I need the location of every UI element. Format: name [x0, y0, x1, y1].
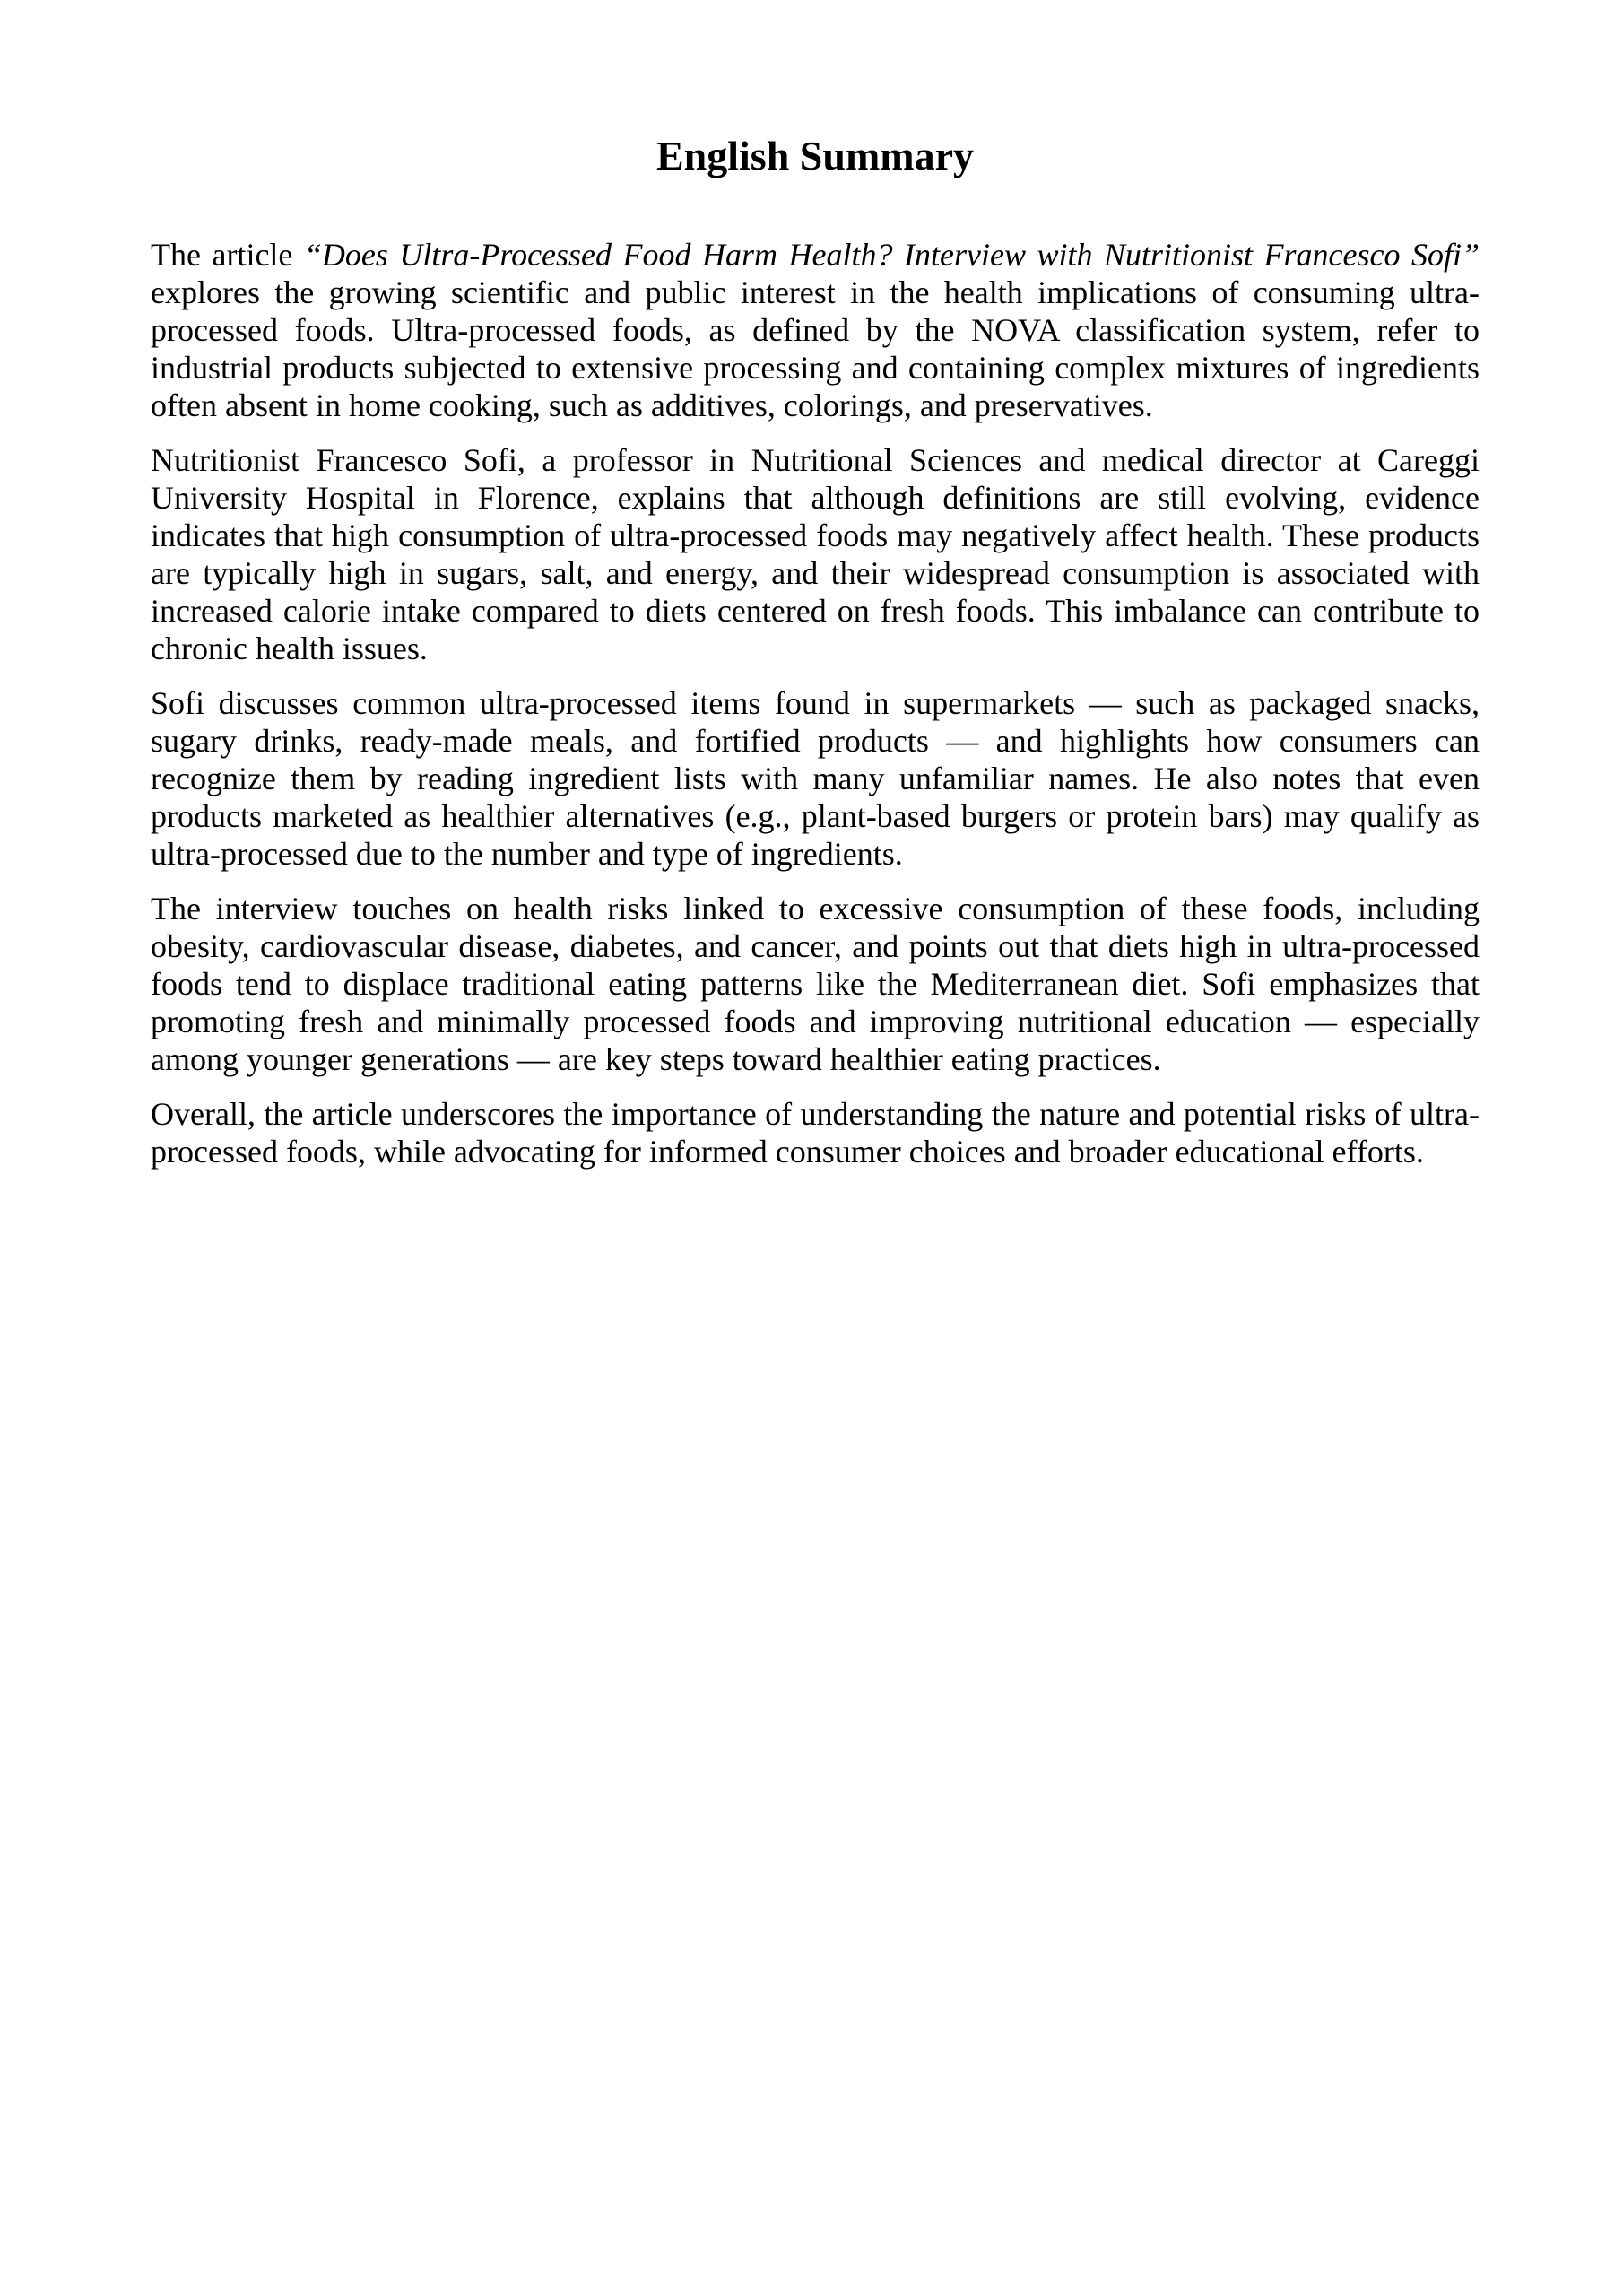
- paragraph-supermarket-items: Sofi discusses common ultra-processed items found in supermarkets — such as packaged snacks, sugary drinks, ready-made meals, and fortified products — and highlights how consumers can recognize them by reading ingredient lists with many unfamiliar names. He also notes that even products marketed as healthier alternatives (e.g., plant-based burgers or protein bars) may qualify as ultra-processed due to the number and type of ingredients.: [151, 684, 1480, 872]
- paragraph-sofi-background: Nutritionist Francesco Sofi, a professor in Nutritional Sciences and medical director at Careggi University Hospital in Florence, explains that although definitions are still evolving, evidence indicates that high consumption of ultra-processed foods may negatively affect health. These products are typically high in sugars, salt, and energy, and their widespread consumption is associated with increased calorie intake compared to diets centered on fresh foods. This imbalance can contribute to chronic health issues.: [151, 441, 1480, 666]
- paragraph-text: explores the growing scientific and public interest in the health implications of consuming ultra-processed foods. Ultra-processed foods, as defined by the NOVA classification system, refer to industrial products subjected to extensive processing and containing complex mixtures of ingredients often absent in home cooking, such as additives, colorings, and preservatives.: [151, 274, 1480, 423]
- article-title-italic: “Does Ultra-Processed Food Harm Health? Interview with Nutritionist Francesco Sofi”: [303, 236, 1480, 273]
- paragraph-conclusion: Overall, the article underscores the importance of understanding the nature and potential risks of ultra-processed foods, while advocating for informed consumer choices and broader educational efforts.: [151, 1095, 1480, 1170]
- paragraph-health-risks: The interview touches on health risks linked to excessive consumption of these foods, including obesity, cardiovascular disease, diabetes, and cancer, and points out that diets high in ultra-processed foods tend to displace traditional eating patterns like the Mediterranean diet. Sofi emphasizes that promoting fresh and minimally processed foods and improving nutritional education — especially among younger generations — are key steps toward healthier eating practices.: [151, 890, 1480, 1077]
- page-title: English Summary: [655, 133, 975, 178]
- paragraph-text: The article: [151, 236, 304, 273]
- paragraph-intro: [151, 236, 1480, 424]
- document-body: [151, 236, 1480, 1170]
